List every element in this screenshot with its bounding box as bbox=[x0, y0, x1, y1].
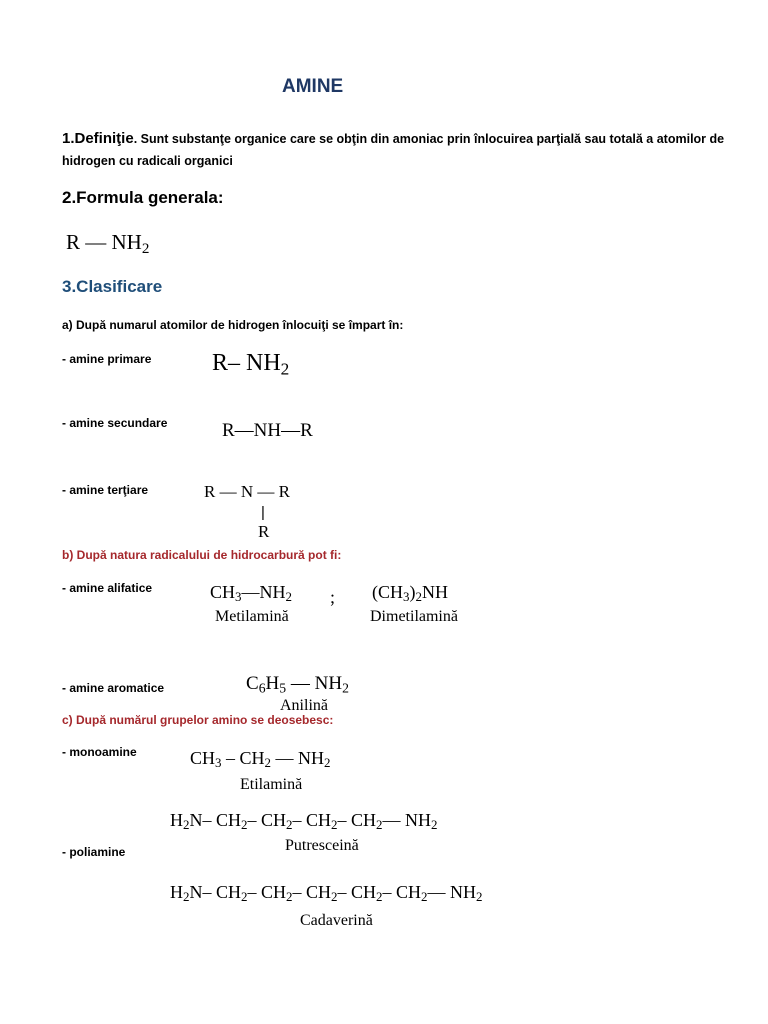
primary-amines-label: - amine primare bbox=[62, 352, 152, 366]
aniline-formula: $C_6H_5$ — $NH_2$ bbox=[246, 673, 349, 696]
cadaverine-name: Cadaverină bbox=[300, 912, 373, 929]
general-formula: R — $NH_2$ bbox=[66, 230, 150, 257]
secondary-amines-label: - amine secundare bbox=[62, 416, 168, 430]
ethylamine-formula: $CH_3 - CH_2$ — $NH_2$ bbox=[190, 748, 331, 771]
aliphatic-separator: ; bbox=[330, 587, 336, 607]
tertiary-amine-bond: | bbox=[261, 504, 265, 521]
classification-a-heading: a) După numarul atomilor de hidrogen înlocuiţi se împart în: bbox=[62, 318, 404, 332]
putrescine-formula: $H_2N-$ $CH_2-$ $CH_2-$ $CH_2-$ $CH_2—$ $NH_2$ bbox=[170, 810, 438, 833]
page-title: AMINE bbox=[282, 76, 344, 97]
aromatic-amines-label: - amine aromatice bbox=[62, 681, 165, 695]
methylamine-name: Metilamină bbox=[215, 608, 289, 625]
classification-heading: 3.Clasificare bbox=[62, 277, 163, 296]
classification-c-heading: c) După numărul grupelor amino se deosebesc: bbox=[62, 713, 334, 727]
polyamines-label: - poliamine bbox=[62, 845, 126, 859]
aniline-name: Anilină bbox=[280, 697, 328, 714]
definition-lead: 1.Definiţie bbox=[62, 130, 134, 147]
cadaverine-formula: $H_2N-$ $CH_2-$ $CH_2-$ $CH_2-$ $CH_2-$ $CH_2—$ $NH_2$ bbox=[170, 882, 483, 905]
ethylamine-name: Etilamină bbox=[240, 776, 303, 793]
methylamine-formula: $CH_3—NH_2$ bbox=[210, 582, 292, 605]
classification-b-heading: b) După natura radicalului de hidrocarbură pot fi: bbox=[62, 548, 342, 562]
aliphatic-amines-label: - amine alifatice bbox=[62, 581, 153, 595]
general-formula-heading: 2.Formula generala: bbox=[62, 188, 224, 207]
putrescine-name: Putresceină bbox=[285, 837, 359, 854]
tertiary-amines-label: - amine terţiare bbox=[62, 483, 149, 497]
dimethylamine-name: Dimetilamină bbox=[370, 608, 458, 625]
monoamines-label: - monoamine bbox=[62, 745, 137, 759]
definition-paragraph bbox=[62, 128, 732, 172]
dimethylamine-formula: $(CH_3)_2NH$ bbox=[372, 582, 448, 605]
primary-amine-formula: R– $NH_2$ bbox=[212, 350, 290, 379]
tertiary-amine-branch: R bbox=[258, 522, 270, 541]
tertiary-amine-formula: R — N — R bbox=[204, 482, 290, 501]
secondary-amine-formula: R—NH—R bbox=[222, 420, 313, 441]
definition-text: . Sunt substanţe organice care se obţin din amoniac prin înlocuirea parţială sau totală a atomilor de hidrogen cu radicali organici bbox=[62, 132, 725, 168]
